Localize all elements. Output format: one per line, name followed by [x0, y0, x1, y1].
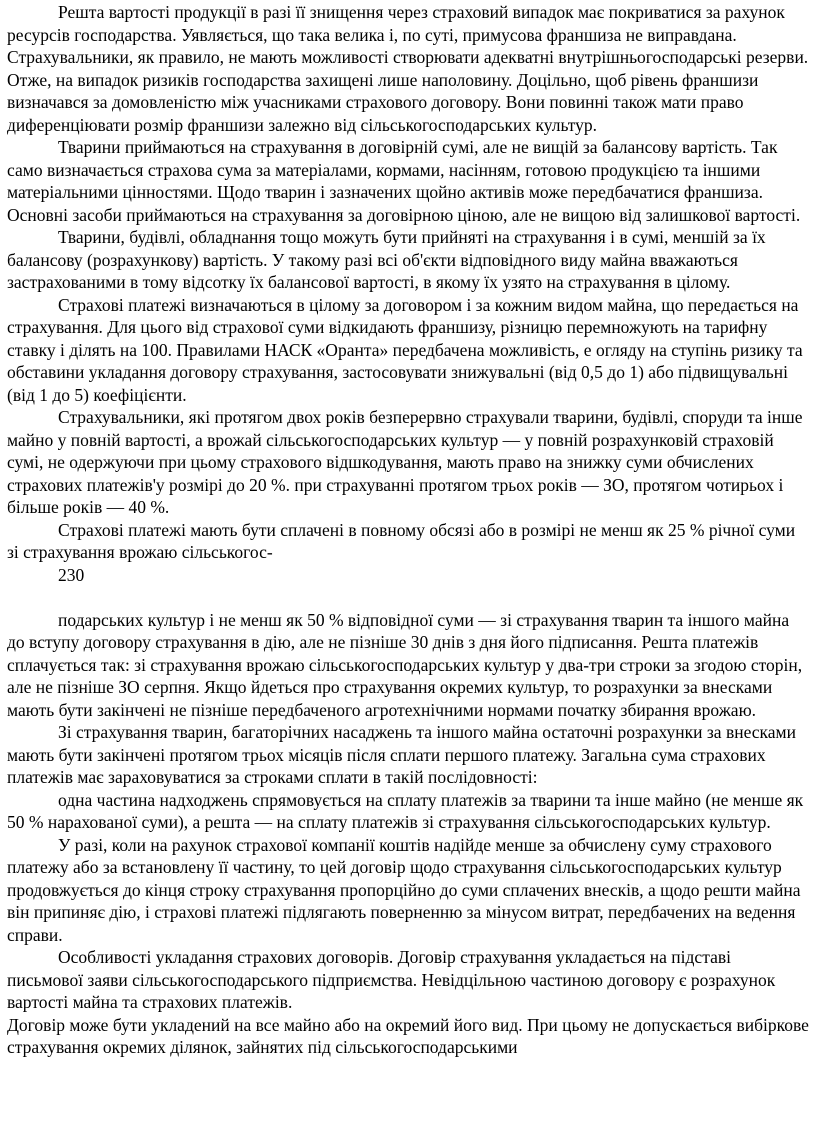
- page-number: 230: [58, 564, 85, 585]
- paragraph-animals-sum: Тварини приймаються на страхування в договірній сумі, але не вищій за балансову вартість. Так само визначається страхова сума за матеріалами, кормами, насінням, готовою продукцією та іншими матеріальними цінностями. Щодо тварин і зазначених щойно активів може передбачатися франшиза. Основні засоби приймаються на страхування за договірною ціною, але не вищою від залишкової вартості.: [7, 137, 801, 225]
- paragraph-contract-features: Особливості укладання страхових договорів. Договір страхування укладається на підставі письмової заяви сільськогосподарського підприємства. Невідцільною частиною договору є розрахунок вартості майна та страхових платежів.: [7, 947, 776, 1012]
- paragraph-partial-value: Тварини, будівлі, обладнання тощо можуть бути прийняті на страхування і в сумі, меншій за їх балансову (розрахункову) вартість. У такому разі всі об'єкти відповідного виду майна вважаються застрахованими в тому відсотку їх балансової вартості, в якому їх узято на страхування в цілому.: [7, 227, 766, 292]
- paragraph-continuation: подарських культур і не менш як 50 % відповідної суми — зі страхування тварин та іншого майна до вступу договору страхування в дію, але не пізніше 30 днів з дня його підписання. Решта платежів сплачується так: зі страхування врожаю сільськогосподарських культур у два-три строки за згодою сторін, але не пізніше ЗО серпня. Якщо йдеться про страхування окремих культур, то розрахунки за внесками мають бути закінчені не пізніше передбаченого агротехнічними нормами початку збирання врожаю.: [7, 609, 803, 720]
- paragraph-payment-terms: Страхові платежі мають бути сплачені в повному обсязі або в розмірі не менш як 25 % річної суми зі страхування врожаю сільськогос-: [7, 519, 796, 562]
- paragraph-contract-scope: Договір може бути укладений на все майно або на окремий його вид. При цьому не допускається вибіркове страхування окремих ділянок, зайнятих під сільськогосподарськими: [7, 1014, 809, 1057]
- paragraph-distribution: одна частина надходжень спрямовується на сплату платежів за тварини та інше майно (не менше як 50 % нарахованої суми), а решта — на сплату платежів зі страхування сільськогосподарських культур.: [7, 789, 804, 832]
- paragraph-payments-calculation: Страхові платежі визначаються в цілому за договором і за кожним видом майна, що передається на страхування. Для цього від страхової суми відкидають франшизу, різницю перемножують на тарифну ставку і ділять на 100. Правилами НАСК «Оранта» передбачена можливість, е огляду на ступінь ризику та обставини укладання договору страхування, застосовувати знижувальні (від 0,5 до 1) або підвищувальні (від 1 до 5) коефіцієнти.: [7, 294, 803, 405]
- page-break-spacer: [7, 586, 810, 609]
- paragraph-insufficient-funds: У разі, коли на рахунок страхової компанії коштів надійде менше за обчислену суму страхового платежу або за встановлену її частину, то цей договір щодо страхування сільськогосподарських культур продовжується до кінця строку страхування пропорційно до суми сплачених внесків, а щодо решти майна він припиняє дію, і страхові платежі підлягають поверненню за мінусом витрат, передбачених на ведення справи.: [7, 834, 801, 945]
- paragraph-franchise: Решта вартості продукції в разі її знищення через страховий випадок має покриватися за рахунок ресурсів господарства. Уявляється, що така велика і, по суті, примусова франшиза не виправдана. Страхувальники, як правило, не мають можливості створювати адекватні внутрішньогосподарські резерви. Отже, на випадок ризиків господарства захищені лише наполовину. Доцільно, щоб рівень франшизи визначався за домовленістю між учасниками страхового договору. Вони повинні також мати право диференціювати розмір франшизи залежно від сільськогосподарських культур.: [7, 2, 809, 135]
- paragraph-final-settlements: Зі страхування тварин, багаторічних насаджень та іншого майна остаточні розрахунки за внесками мають бути закінчені протягом трьох місяців після сплати першого платежу. Загальна сума страхових платежів має зараховуватися за строками сплати в такій послідовності:: [7, 722, 796, 787]
- paragraph-discounts: Страхувальники, які протягом двох років безперервно страхували тварини, будівлі, споруди та інше майно у повній вартості, а врожай сільськогосподарських культур — у повній розрахунковій страховій сумі, не одержуючи при цьому страхового відшкодування, мають право на знижку суми обчислених страхових платежів'у розмірі до 20 %. при страхуванні протягом трьох років — ЗО, протягом чотирьох і більше років — 40 %.: [7, 407, 803, 517]
